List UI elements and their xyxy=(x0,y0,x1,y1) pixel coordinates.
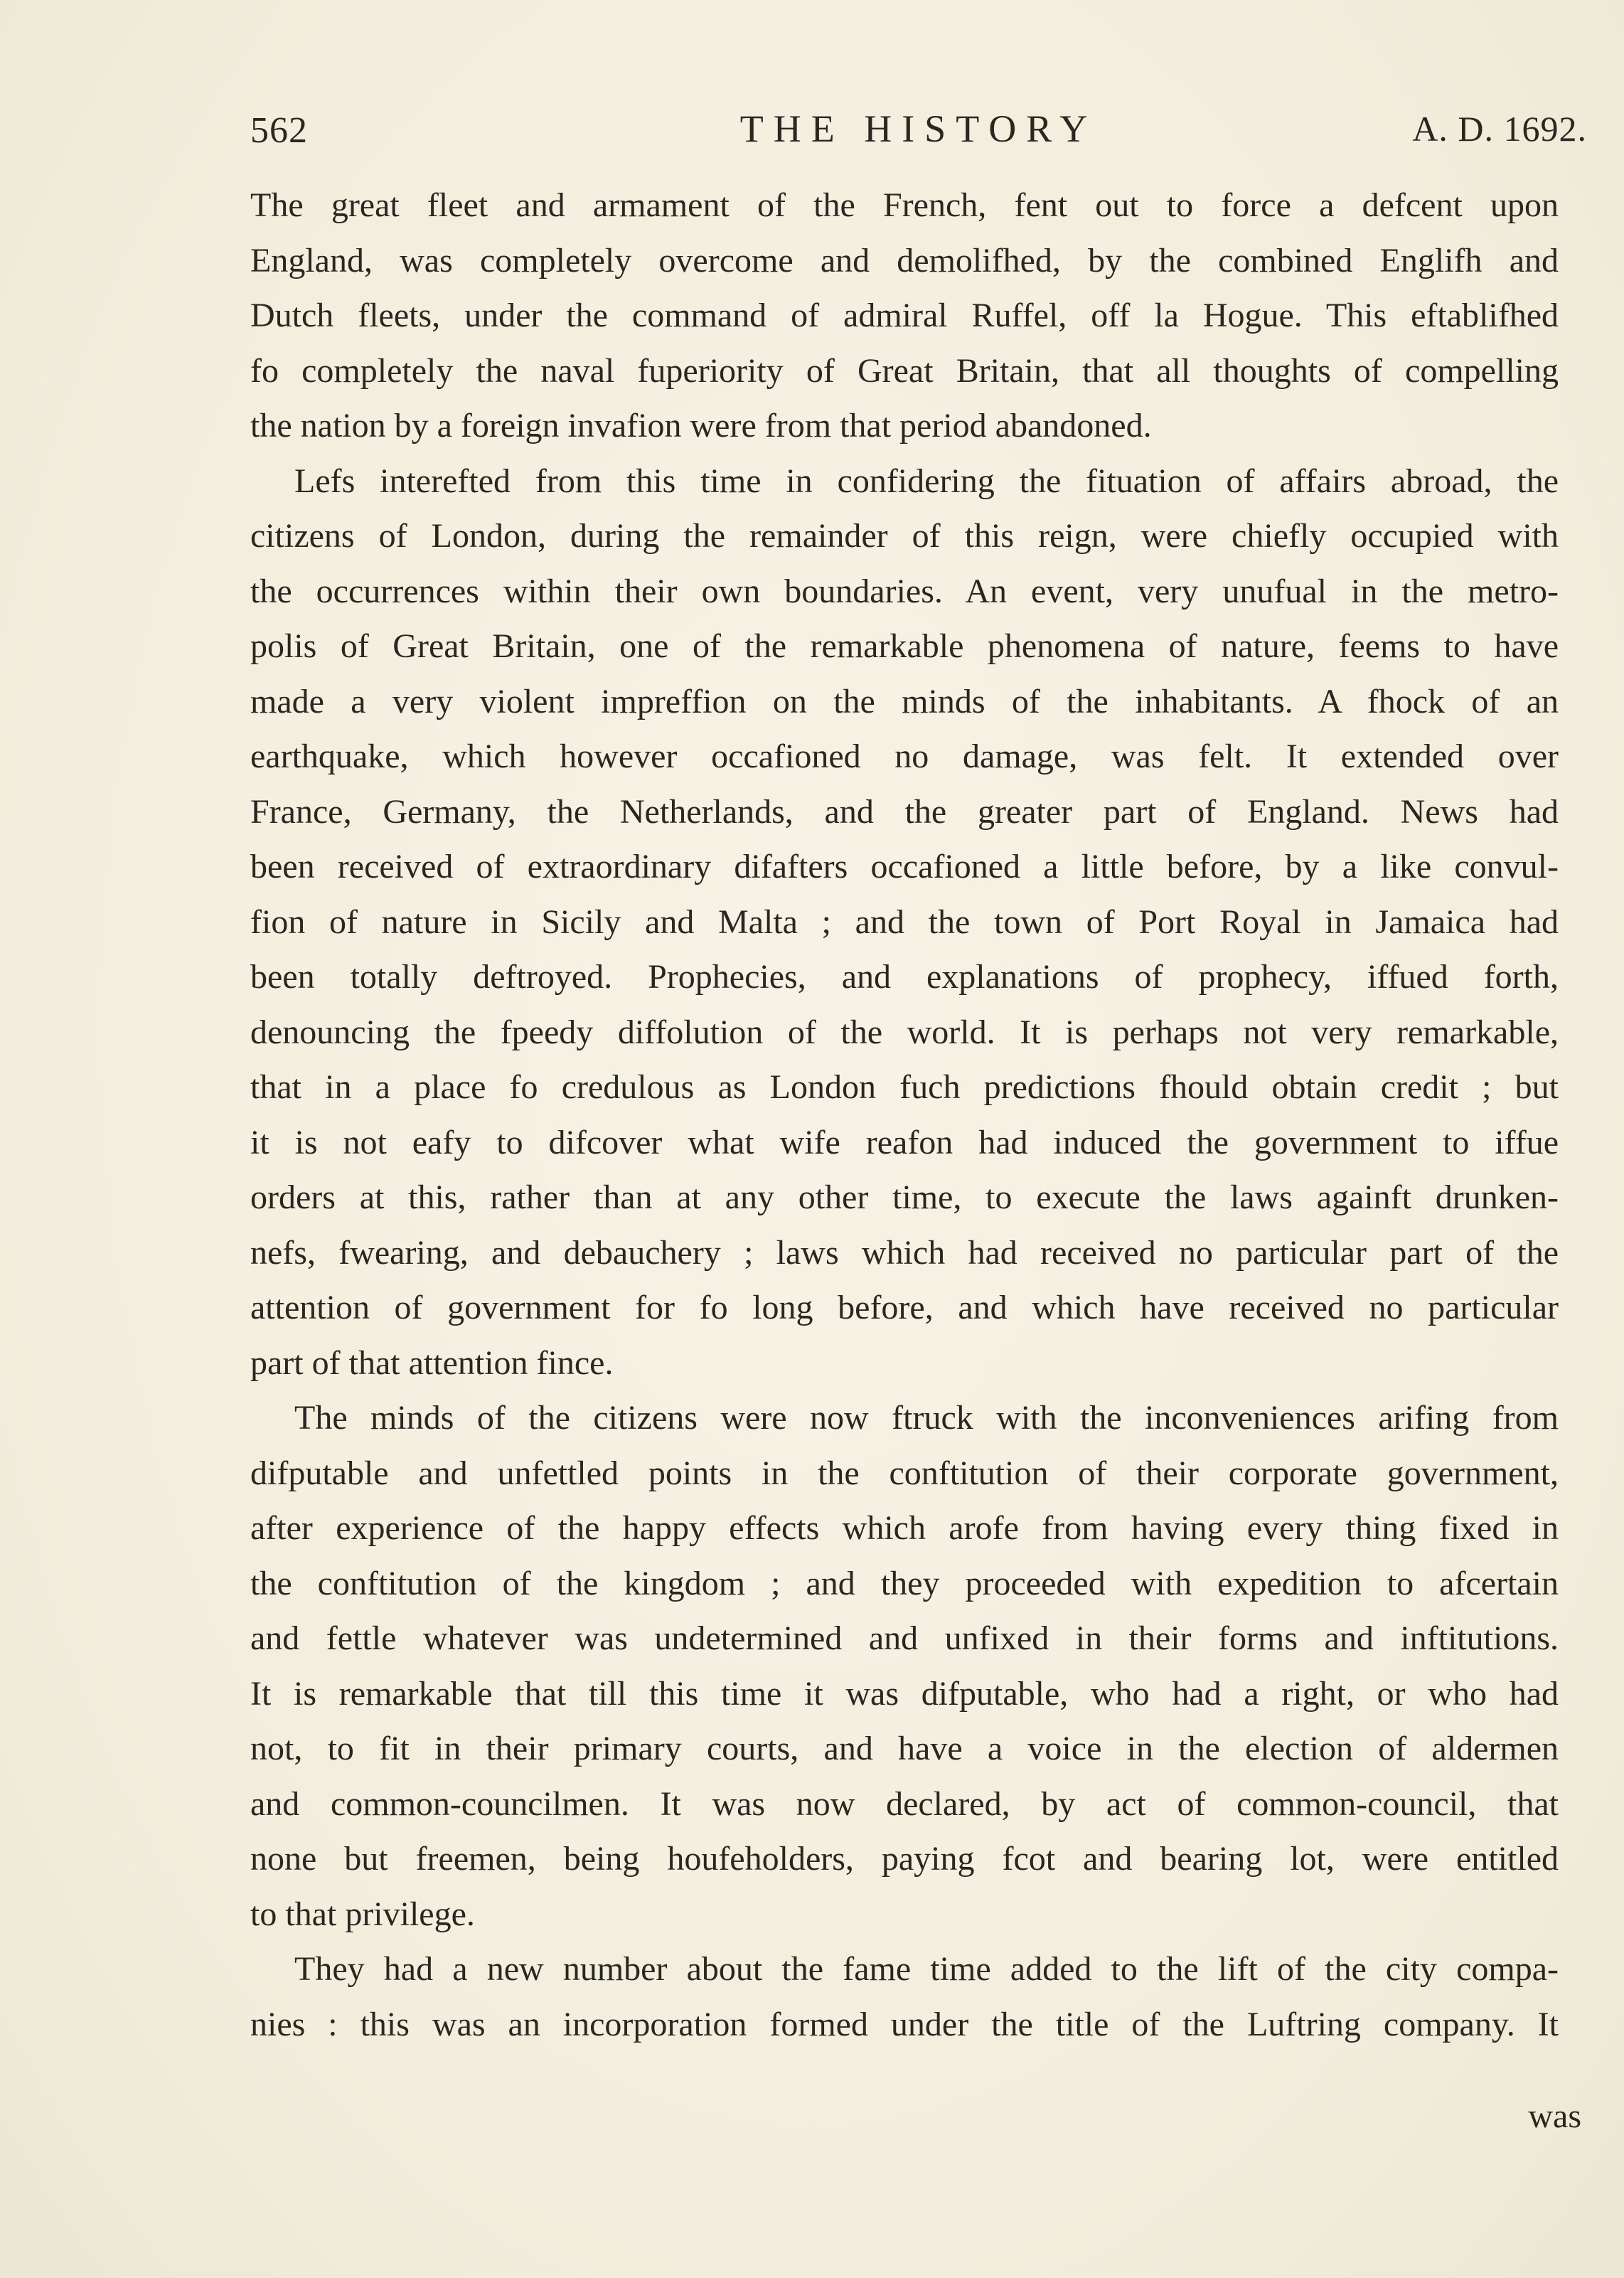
text-line: the nation by a foreign invafion were from that period abandoned. xyxy=(250,407,1152,445)
text-line: been totally deftroyed. Prophecies, and explanations of prophecy, iffued forth, xyxy=(250,958,1559,996)
text-line: the occurrences within their own boundaries. An event, very unufual in the metro- xyxy=(250,572,1559,610)
running-head xyxy=(250,100,1587,156)
text-line: The minds of the citizens were now ftruck with the inconveniences arifing from xyxy=(294,1399,1559,1437)
page-number: 562 xyxy=(250,110,308,151)
text-line: nefs, fwearing, and debauchery ; laws which had received no particular part of the xyxy=(250,1233,1559,1272)
text-line: fion of nature in Sicily and Malta ; and the town of Port Royal in Jamaica had xyxy=(250,903,1559,941)
body-text xyxy=(250,178,1559,2052)
text-line: after experience of the happy effects which arofe from having every thing fixed in xyxy=(250,1509,1559,1547)
text-line: part of that attention fince. xyxy=(250,1343,614,1382)
text-line: earthquake, which however occafioned no damage, was felt. It extended over xyxy=(250,738,1559,775)
text-line: France, Germany, the Netherlands, and the greater part of England. News had xyxy=(250,792,1559,831)
text-line: that in a place fo credulous as London fuch predictions fhould obtain credit ; but xyxy=(250,1068,1559,1106)
text-line: polis of Great Britain, one of the remarkable phenomena of nature, feems to have xyxy=(250,627,1559,665)
text-line: citizens of London, during the remainder of this reign, were chiefly occupied with xyxy=(250,517,1559,555)
text-line: and fettle whatever was undetermined and unfixed in their forms and inftitutions. xyxy=(250,1619,1559,1657)
text-line: The great fleet and armament of the French, fent out to force a defcent upon xyxy=(250,186,1559,224)
text-line: Dutch fleets, under the command of admiral Ruffel, off la Hogue. This eftablifhed xyxy=(250,297,1559,334)
catchword: was xyxy=(1528,2097,1581,2135)
text-line: It is remarkable that till this time it was difputable, who had a right, or who had xyxy=(250,1674,1559,1713)
text-line: difputable and unfettled points in the conftitution of their corporate government, xyxy=(250,1454,1559,1492)
text-line: attention of government for fo long before, and which have received no particular xyxy=(250,1289,1559,1326)
text-line: fo completely the naval fuperiority of Great Britain, that all thoughts of compelling xyxy=(250,351,1559,390)
text-line: not, to fit in their primary courts, and have a voice in the election of aldermen xyxy=(250,1730,1559,1767)
text-line: and common-councilmen. It was now declared, by act of common-council, that xyxy=(250,1784,1559,1823)
text-line: denouncing the fpeedy diffolution of the world. It is perhaps not very remarkable, xyxy=(250,1013,1559,1051)
text-line: England, was completely overcome and demolifhed, by the combined Englifh and xyxy=(250,241,1559,280)
text-line: They had a new number about the fame time added to the lift of the city compa- xyxy=(294,1950,1559,1988)
page-title: THE HISTORY xyxy=(739,107,1098,150)
text-line: Lefs interefted from this time in confidering the fituation of affairs abroad, the xyxy=(294,462,1559,500)
text-line: the conftitution of the kingdom ; and they proceeded with expedition to afcertain xyxy=(250,1564,1559,1602)
text-line: none but freemen, being houfeholders, paying fcot and bearing lot, were entitled xyxy=(250,1840,1559,1878)
text-line: to that privilege. xyxy=(250,1895,475,1933)
text-line: it is not eafy to difcover what wife reafon had induced the government to iffue xyxy=(250,1123,1559,1161)
text-line: orders at this, rather than at any other time, to execute the laws againft drunken- xyxy=(250,1178,1559,1216)
text-line: nies : this was an incorporation formed under the title of the Luftring company. It xyxy=(250,2005,1559,2043)
year-marker: A. D. 1692. xyxy=(1412,109,1587,149)
text-line: made a very violent impreffion on the minds of the inhabitants. A fhock of an xyxy=(250,682,1559,720)
text-line: been received of extraordinary difafters occafioned a little before, by a like convul- xyxy=(250,848,1559,885)
